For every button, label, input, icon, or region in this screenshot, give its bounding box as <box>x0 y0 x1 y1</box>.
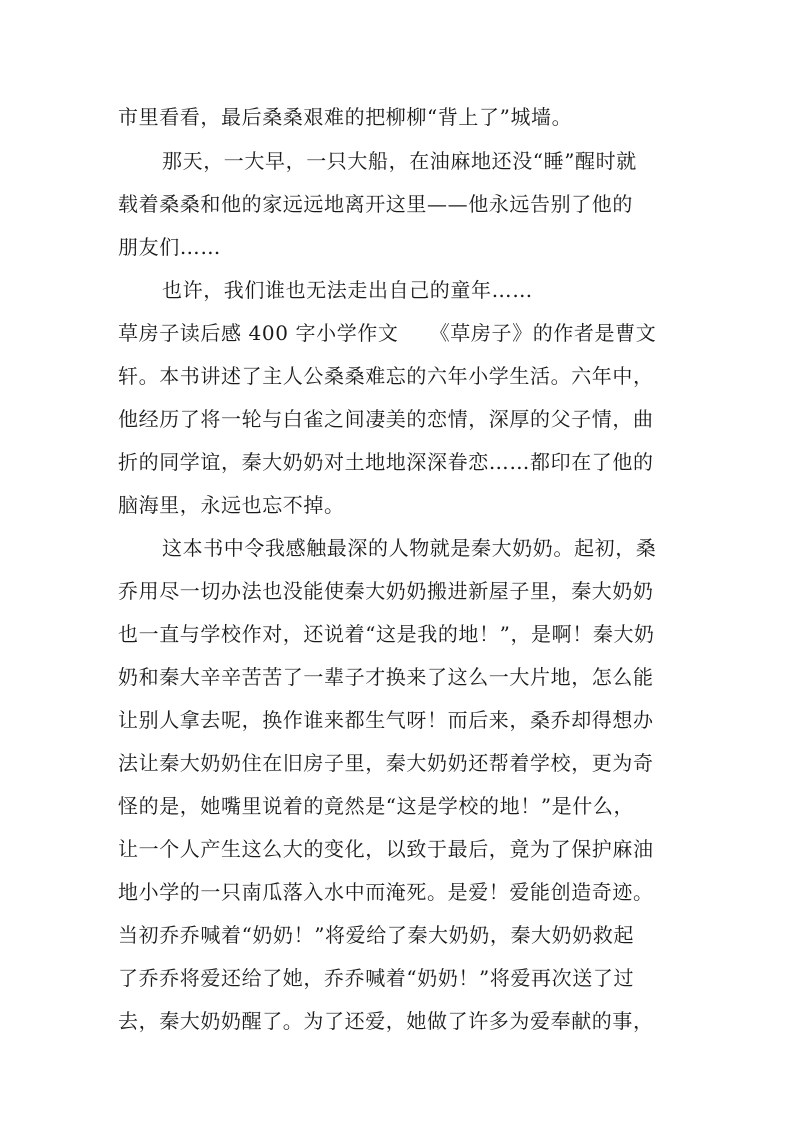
paragraph-start-line: 也许，我们谁也无法走出自己的童年…… <box>162 278 533 302</box>
text-line: 法让秦大奶奶住在旧房子里，秦大奶奶还帮着学校，更为奇 <box>118 751 654 775</box>
text-line: 当初乔乔喊着“奶奶！”将爱给了秦大奶奶，秦大奶奶救起 <box>118 923 635 947</box>
text-line: 去，秦大奶奶醒了。为了还爱，她做了许多为爱奉献的事， <box>118 1009 654 1033</box>
text-line: 让一个人产生这么大的变化，以致于最后，竟为了保护麻油 <box>118 837 654 861</box>
text-line: 轩。本书讲述了主人公桑桑难忘的六年小学生活。六年中， <box>118 364 654 388</box>
text-line: 载着桑桑和他的家远远地离开这里——他永远告别了他的 <box>118 192 633 216</box>
paragraph-start-line: 这本书中令我感触最深的人物就是秦大奶奶。起初，桑 <box>162 536 657 560</box>
text-line: 朋友们…… <box>118 235 221 259</box>
text-line: 地小学的一只南瓜落入水中而淹死。是爱！爱能创造奇迹。 <box>118 880 654 904</box>
paragraph-start-line: 那天，一大早，一只大船，在油麻地还没“睡”醒时就 <box>162 149 637 173</box>
text-line: 奶和秦大辛辛苦苦了一辈子才换来了这么一大片地，怎么能 <box>118 665 654 689</box>
text-line: 乔用尽一切办法也没能使秦大奶奶搬进新屋子里，秦大奶奶 <box>118 579 654 603</box>
text-line: 了乔乔将爱还给了她，乔乔喊着“奶奶！”将爱再次送了过 <box>118 966 635 990</box>
text-line: 市里看看，最后桑桑艰难的把柳柳“背上了”城墙。 <box>118 105 573 129</box>
text-line: 怪的是，她嘴里说着的竟然是“这是学校的地！”是什么， <box>118 794 635 818</box>
text-line: 折的同学谊，秦大奶奶对土地地深深眷恋……都印在了他的 <box>118 450 654 474</box>
article-title-line: 草房子读后感 400 字小学作文 《草房子》的作者是曹文 <box>118 321 657 345</box>
text-line: 他经历了将一轮与白雀之间凄美的恋情，深厚的父子情，曲 <box>118 407 654 431</box>
text-line: 让别人拿去呢，换作谁来都生气呀！而后来，桑乔却得想办 <box>118 708 654 732</box>
text-line: 也一直与学校作对，还说着“这是我的地！”，是啊！秦大奶 <box>118 622 655 646</box>
text-line: 脑海里，永远也忘不掉。 <box>118 493 345 517</box>
